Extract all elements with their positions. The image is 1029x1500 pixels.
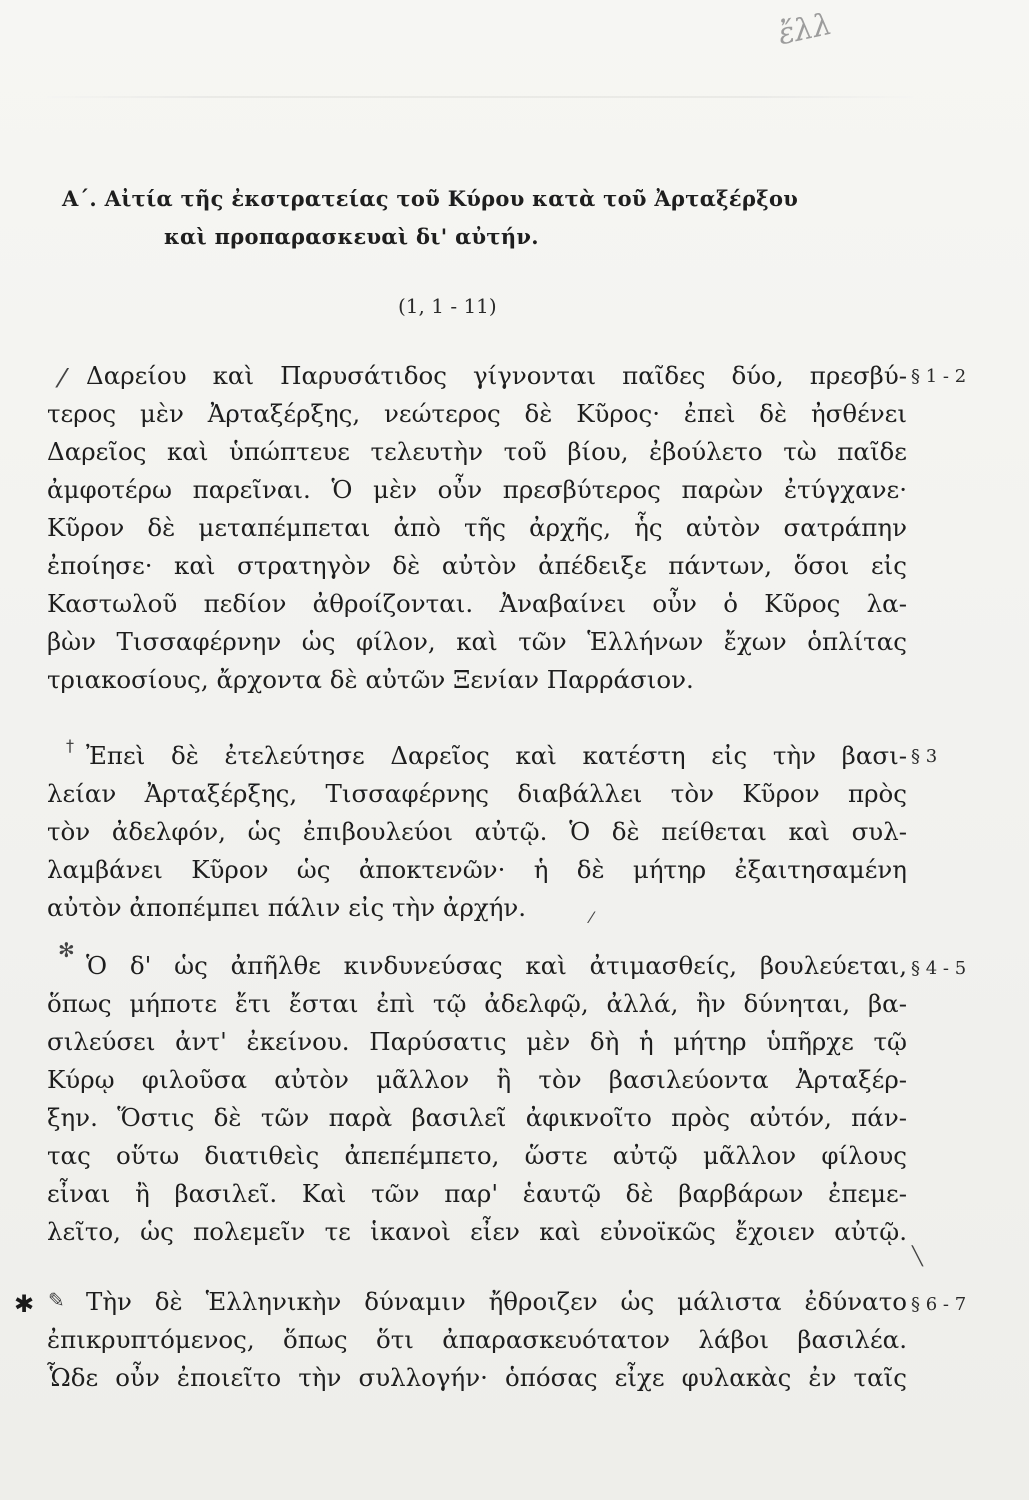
text-line: Κύρῳ φιλοῦσα αὐτὸν μᾶλλον ἢ τὸν βασιλεύοντα Ἀρταξέρ- bbox=[47, 1065, 907, 1094]
text-line: λείαν Ἀρταξέρξης, Τισσαφέρνης διαβάλλει τὸν Κῦρον πρὸς bbox=[47, 779, 907, 808]
text-line: βὼν Τισσαφέρνην ὡς φίλον, καὶ τῶν Ἑλλήνων ἔχων ὁπλίτας bbox=[47, 627, 907, 656]
text-line: ἀμφοτέρω παρεῖναι. Ὁ μὲν οὖν πρεσβύτερος παρὼν ἐτύγχανε· bbox=[47, 475, 907, 504]
text-line: Καστωλοῦ πεδίον ἀθροίζονται. Ἀναβαίνει οὖν ὁ Κῦρος λα- bbox=[47, 589, 907, 618]
text-line: Ὁ δ' ὡς ἀπῆλθε κινδυνεύσας καὶ ἀτιμασθείς, βουλεύεται, bbox=[86, 951, 907, 980]
handwritten-corner-note: ἔλλ bbox=[774, 6, 836, 53]
pencil-asterisk-mark: ✻ bbox=[58, 938, 75, 962]
text-line: ἐπικρυπτόμενος, ὅπως ὅτι ἀπαρασκευότατον λάβοι βασιλέα. bbox=[47, 1325, 907, 1354]
text-line: Τὴν δὲ Ἑλληνικὴν δύναμιν ἤθροιζεν ὡς μάλιστα ἐδύνατο bbox=[86, 1287, 907, 1316]
pencil-check-mark: ⁄ bbox=[60, 364, 65, 394]
text-line: τριακοσίους, ἄρχοντα δὲ αὐτῶν Ξενίαν Παρράσιον. bbox=[47, 665, 694, 694]
text-line: λαμβάνει Κῦρον ὡς ἀποκτενῶν· ἡ δὲ μήτηρ ἐξαιτησαμένη bbox=[47, 855, 907, 884]
pencil-tick-mark: † bbox=[66, 736, 74, 755]
text-line: τερος μὲν Ἀρταξέρξης, νεώτερος δὲ Κῦρος· ἐπεὶ δὲ ἠσθένει bbox=[47, 399, 907, 428]
text-line: ξην. Ὅστις δὲ τῶν παρὰ βασιλεῖ ἀφικνοῖτο πρὸς αὐτόν, πάν- bbox=[47, 1103, 907, 1132]
text-line: σιλεύσει ἀντ' ἐκείνου. Παρύσατις μὲν δὴ ἡ μήτηρ ὑπῆρχε τῷ bbox=[47, 1027, 907, 1056]
passage-reference: (1, 1 - 11) bbox=[398, 294, 497, 318]
text-line: Δαρείου καὶ Παρυσάτιδος γίγνονται παῖδες δύο, πρεσβύ- bbox=[86, 361, 907, 390]
heading-line-1: Α΄. Αἰτία τῆς ἐκστρατείας τοῦ Κύρου κατὰ τοῦ Ἀρταξέρξου bbox=[62, 186, 799, 211]
text-line: λεῖτο, ὡς πολεμεῖν τε ἱκανοὶ εἶεν καὶ εὐνοϊκῶς ἔχοιεν αὐτῷ. bbox=[47, 1217, 907, 1246]
section-number: § 4 - 5 bbox=[911, 958, 967, 979]
text-line: αὐτὸν ἀποπέμπει πάλιν εἰς τὴν ἀρχήν. bbox=[47, 893, 527, 922]
text-line: Ὧδε οὖν ἐποιεῖτο τὴν συλλογήν· ὁπόσας εἶχε φυλακὰς ἐν ταῖς bbox=[47, 1363, 907, 1392]
pencil-tick-mark-end: ⁄ bbox=[590, 908, 593, 927]
section-number: § 1 - 2 bbox=[911, 366, 967, 387]
text-line: τας οὕτω διατιθεὶς ἀπεπέμπετο, ὥστε αὐτῷ μᾶλλον φίλους bbox=[47, 1141, 907, 1170]
heading-line-2: καὶ προπαρασκευαὶ δι' αὐτήν. bbox=[164, 224, 539, 249]
ink-star-icon: ✱ bbox=[14, 1290, 35, 1318]
bleed-through-header bbox=[40, 96, 920, 98]
text-line: εἶναι ἢ βασιλεῖ. Καὶ τῶν παρ' ἑαυτῷ δὲ βαρβάρων ἐπεμε- bbox=[47, 1179, 907, 1208]
section-number: § 6 - 7 bbox=[911, 1294, 967, 1315]
pencil-pointer-mark: ✎ bbox=[48, 1288, 65, 1312]
text-line: ἐποίησε· καὶ στρατηγὸν δὲ αὐτὸν ἀπέδειξε πάντων, ὅσοι εἰς bbox=[47, 551, 907, 580]
text-line: τὸν ἀδελφόν, ὡς ἐπιβουλεύοι αὐτῷ. Ὁ δὲ πείθεται καὶ συλ- bbox=[47, 817, 907, 846]
text-line: Ἐπεὶ δὲ ἐτελεύτησε Δαρεῖος καὶ κατέστη εἰς τὴν βασι- bbox=[86, 741, 907, 770]
text-line: Δαρεῖος καὶ ὑπώπτευε τελευτὴν τοῦ βίου, ἐβούλετο τὼ παῖδε bbox=[47, 437, 907, 466]
pencil-slash-mark: ╲ bbox=[912, 1246, 923, 1267]
text-line: ὅπως μήποτε ἔτι ἔσται ἐπὶ τῷ ἀδελφῷ, ἀλλά, ἢν δύνηται, βα- bbox=[47, 989, 907, 1018]
section-number: § 3 bbox=[911, 746, 938, 767]
chapter-heading bbox=[62, 180, 922, 256]
text-line: Κῦρον δὲ μεταπέμπεται ἀπὸ τῆς ἀρχῆς, ἧς αὐτὸν σατράπην bbox=[47, 513, 907, 542]
